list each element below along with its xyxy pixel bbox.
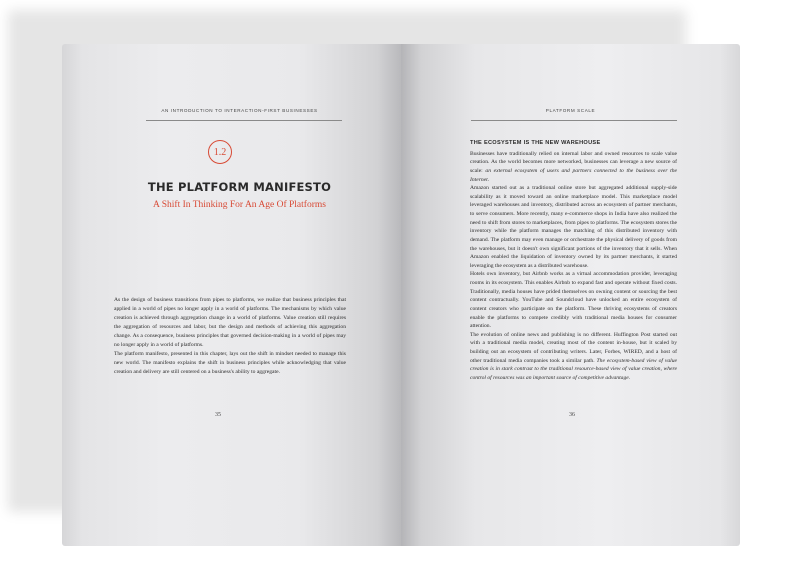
page-number-left: 35 <box>215 412 221 418</box>
running-head-right: PLATFORM SCALE <box>545 108 596 113</box>
running-head-left: AN INTRODUCTION TO INTERACTION-FIRST BUSINESSES <box>161 108 318 113</box>
page-number-right: 36 <box>569 412 575 418</box>
paragraph-emphasis: an external ecosystem of users and partners connected to the business over the Internet. <box>470 167 677 183</box>
paragraph <box>470 150 677 185</box>
paragraph <box>470 331 677 383</box>
header-rule-left <box>146 120 342 121</box>
chapter-number: 1.2 <box>213 146 227 158</box>
open-book <box>62 44 740 546</box>
paragraph: As the design of business transitions from pipes to platforms, we realize that business principles that applied in a world of pipes no longer apply in a world of platforms. The mechanisms by which value creation is achieved through aggregation change in a world of platforms. Value creation still requires the aggregation of resources and labor, but the design and methods of achieving this aggregation change. As a consequence, business principles that governed decision-making in a world of pipes may no longer apply in a world of platforms. <box>114 297 346 348</box>
paragraph: The platform manifesto, presented in this chapter, lays out the shift in mindset needed to manage this new world. The manifesto explains the shift in business principles while acknowledging that value creation and delivery are still centered on a business's ability to aggregate. <box>114 351 346 375</box>
paragraph: Amazon started out as a traditional online store but aggregated additional supply-side scalability as it moved toward an online marketplace model. This marketplace model leveraged warehouses and inventory, distributed across an ecosystem of partner merchants, to serve consumers. More recently, many e-commerce shops in India have also realized the need to shift from stores to marketplaces, from pipes to platforms. The ecosystem stores the inventory while the platform manages the matching of this distributed inventory with demand. The platform may even manage or orchestrate the physical delivery of goods from the warehouses, but it doesn't own significant portions of the inventory that it sells. When Amazon enabled the liquidation of inventory owned by its partner merchants, it started leveraging the ecosystem as a distributed warehouse. <box>470 185 677 269</box>
paragraph: Hotels own inventory, but Airbnb works as a virtual accommodation provider, leveraging rooms in its ecosystem. This enables Airbnb to expand fast and operate without fixed costs. Traditionally, media houses have prided themselves on owning content or sourcing the best content contractually. YouTube and Soundcloud have unlocked an entire ecosystem of content creators who participate on the platform. These thriving ecosystems of creators enable the platforms to compete credibly with traditional media houses for consumer attention. <box>470 271 677 330</box>
paragraph-emphasis: The ecosystem-based view of value creation is in stark contrast to the traditional resource-based view of value creation, where control of resources was an important source of competitive advantage. <box>470 357 677 381</box>
chapter-number-badge <box>208 140 232 164</box>
header-rule-right <box>471 120 677 121</box>
paragraph-text: The evolution of online news and publishing is no different. Huffington Post started out with a traditional media model, creating most of the content in-house, but it scaled by building out an ecosystem of contributing writers. Later, Forbes, WIRED, and a host of other traditional media companies took a similar path. <box>470 331 677 364</box>
chapter-subtitle: A Shift In Thinking For An Age Of Platforms <box>153 200 326 210</box>
left-body-text <box>114 296 346 377</box>
left-page <box>62 44 401 546</box>
right-page <box>401 44 740 546</box>
paragraph-text: Businesses have traditionally relied on internal labor and owned resources to scale value creation. As the world becomes more networked, businesses can leverage a new source of scale: <box>470 150 677 174</box>
chapter-title: THE PLATFORM MANIFESTO <box>147 180 332 194</box>
section-heading: THE ECOSYSTEM IS THE NEW WAREHOUSE <box>470 140 601 146</box>
right-body-text <box>470 139 677 383</box>
